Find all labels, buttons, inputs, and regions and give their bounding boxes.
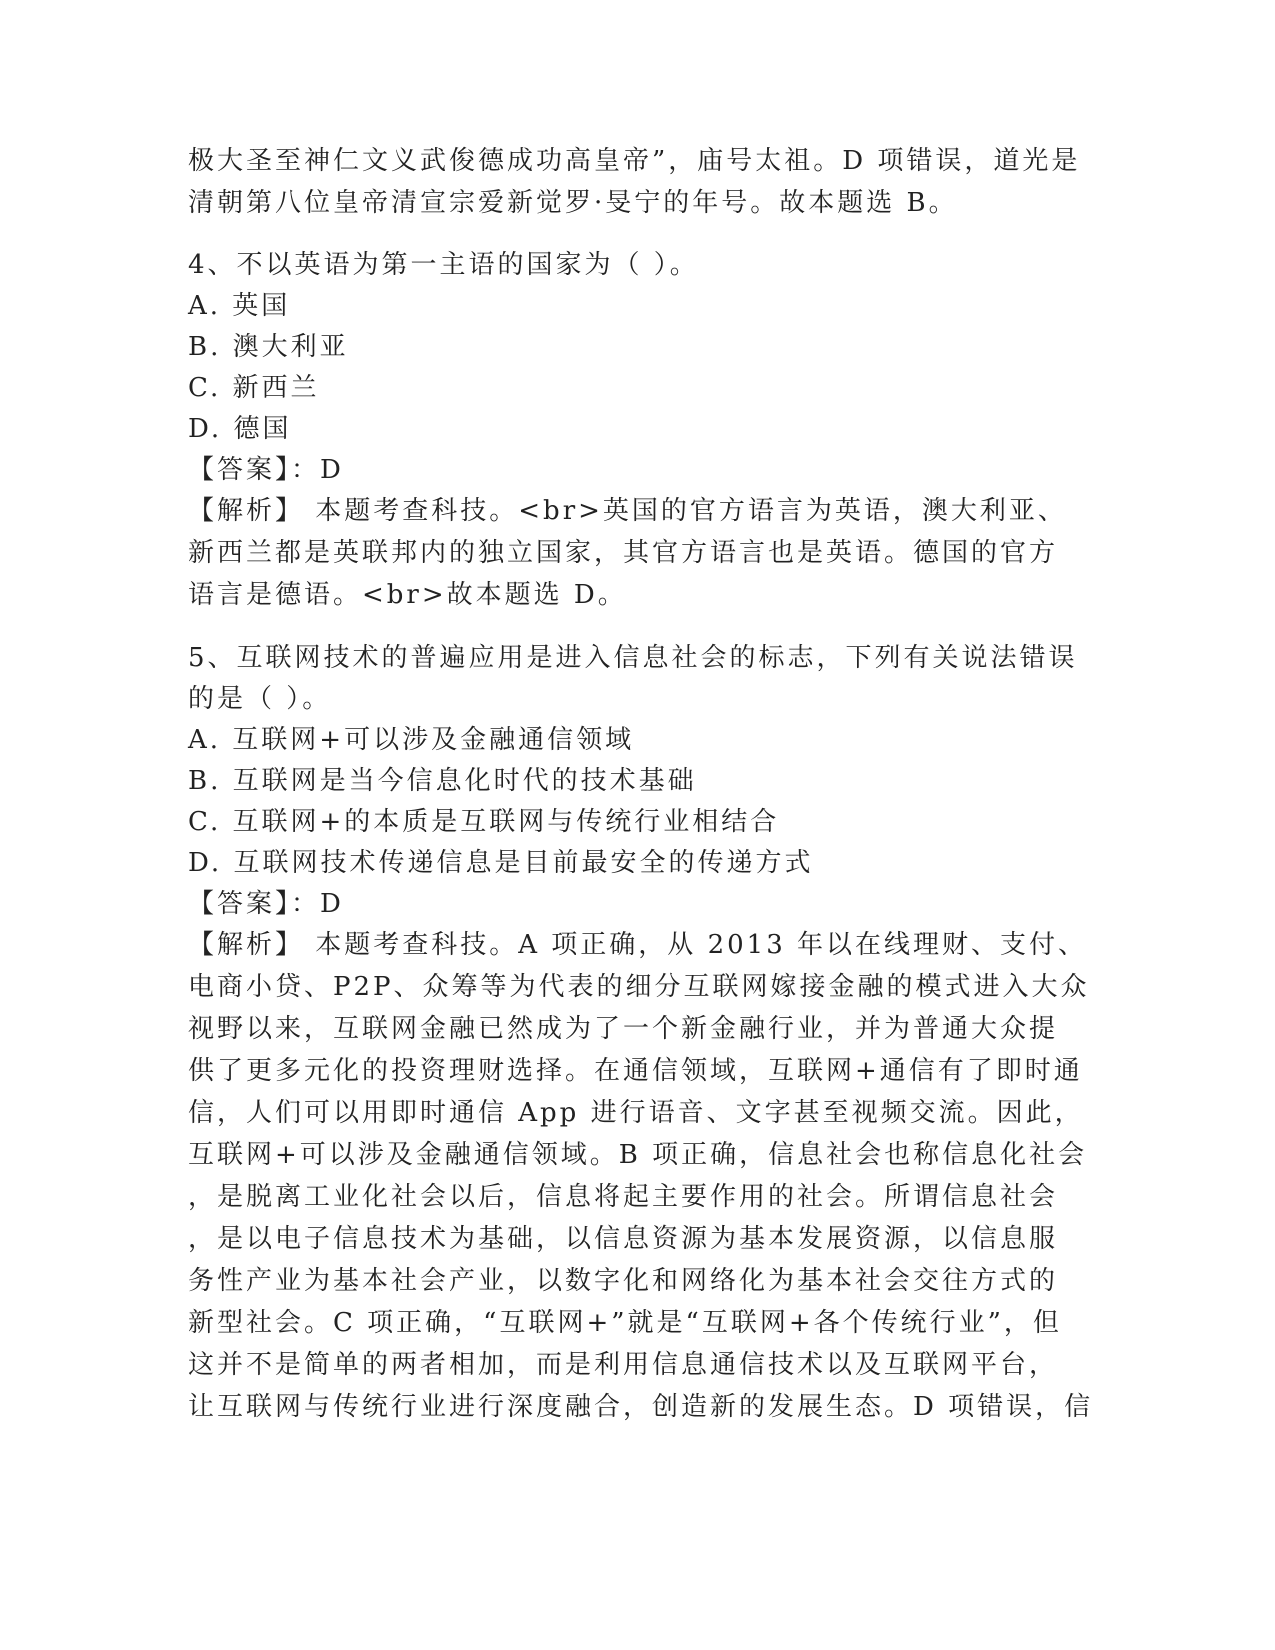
question-4-stem: 4、不以英语为第一主语的国家为（ ）。 (188, 250, 699, 280)
q4-analysis-line: 语言是德语。<br>故本题选 D。 (188, 580, 627, 610)
q5-analysis-line: 让互联网与传统行业进行深度融合，创造新的发展生态。D 项错误，信 (188, 1392, 1094, 1422)
q4-option-a: A. 英国 (188, 291, 291, 321)
q5-option-d: D. 互联网技术传递信息是目前最安全的传递方式 (188, 848, 814, 878)
q4-analysis-line: 【解析】 本题考查科技。<br>英国的官方语言为英语，澳大利亚、 (188, 496, 1067, 526)
q4-answer: 【答案】：D (188, 455, 344, 485)
q5-analysis-line: 视野以来，互联网金融已然成为了一个新金融行业，并为普通大众提 (188, 1014, 1059, 1044)
q5-analysis-line: 供了更多元化的投资理财选择。在通信领域，互联网+通信有了即时通 (188, 1056, 1083, 1086)
q5-analysis-line: ，是以电子信息技术为基础，以信息资源为基本发展资源，以信息服 (188, 1224, 1059, 1254)
q5-answer: 【答案】：D (188, 889, 344, 919)
q4-option-b: B. 澳大利亚 (188, 332, 349, 362)
q5-analysis-line: 务性产业为基本社会产业，以数字化和网络化为基本社会交往方式的 (188, 1266, 1059, 1296)
q5-analysis-line: ，是脱离工业化社会以后，信息将起主要作用的社会。所谓信息社会 (188, 1182, 1059, 1212)
q5-option-b: B. 互联网是当今信息化时代的技术基础 (188, 766, 697, 796)
q5-option-a: A. 互联网+可以涉及金融通信领域 (188, 725, 635, 755)
q4-option-d: D. 德国 (188, 414, 292, 444)
q4-analysis-line: 新西兰都是英联邦内的独立国家，其官方语言也是英语。德国的官方 (188, 538, 1059, 568)
q5-analysis-line: 互联网+可以涉及金融通信领域。B 项正确，信息社会也称信息化社会 (188, 1140, 1088, 1170)
q5-analysis-line: 新型社会。C 项正确，“互联网+”就是“互联网+各个传统行业”，但 (188, 1308, 1062, 1338)
q5-option-c: C. 互联网+的本质是互联网与传统行业相结合 (188, 807, 780, 837)
q5-analysis-line: 这并不是简单的两者相加，而是利用信息通信技术以及互联网平台， (188, 1350, 1059, 1380)
prev-analysis-line: 清朝第八位皇帝清宣宗爱新觉罗·旻宁的年号。故本题选 B。 (188, 188, 958, 218)
q5-analysis-line: 【解析】 本题考查科技。A 项正确，从 2013 年以在线理财、支付、 (188, 930, 1088, 960)
question-5-stem-line: 的是（ ）。 (188, 684, 332, 714)
prev-analysis-line: 极大圣至神仁文义武俊德成功高皇帝”，庙号太祖。D 项错误，道光是 (188, 146, 1081, 176)
q4-option-c: C. 新西兰 (188, 373, 320, 403)
q5-analysis-line: 信，人们可以用即时通信 App 进行语音、文字甚至视频交流。因此， (188, 1098, 1084, 1128)
question-5-stem-line: 5、互联网技术的普遍应用是进入信息社会的标志，下列有关说法错误 (188, 643, 1078, 673)
q5-analysis-line: 电商小贷、P2P、众筹等为代表的细分互联网嫁接金融的模式进入大众 (188, 972, 1090, 1002)
